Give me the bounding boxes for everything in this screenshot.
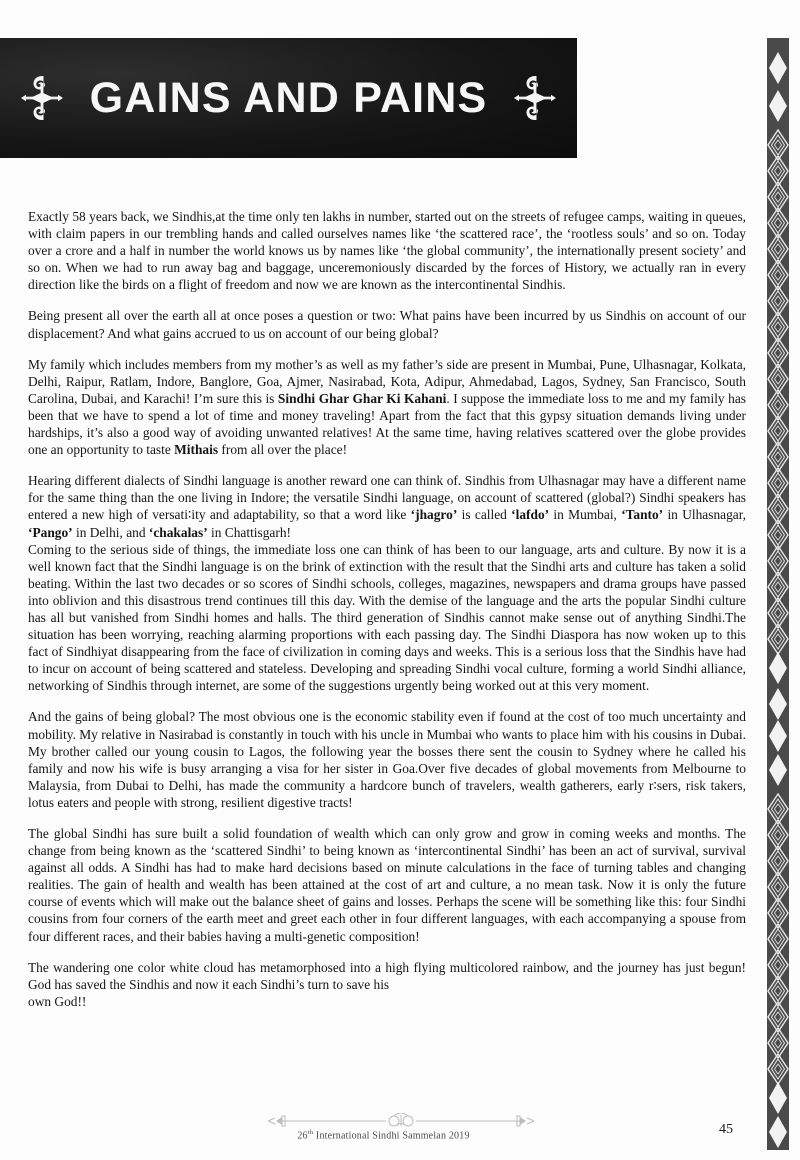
emphasis-text: ‘lafdo’ <box>511 507 550 523</box>
flourish-ornament-icon-left <box>20 72 64 124</box>
paragraph: The wandering one color white cloud has metamorphosed into a high flying multicolored rainbow, and the journey has just begun! God has saved the Sindhis and now it each Sindhi’s turn to save his own God!! <box>28 959 746 1009</box>
emphasis-text: ‘chakalas’ <box>148 524 208 540</box>
paragraph: Coming to the serious side of things, the immediate loss one can think of has been to our language, arts and culture. By now it is a well known fact that the Sindhi language is on the brink of extinction with the result that the Sindhi arts and culture has taken a solid beating. Within the last two decades or so scores of Sindhi schools, colleges, magazines, newspapers and drama groups have passed into oblivion and this disastrous trend continues till this day. With the demise of the language and the arts the popular Sindhi culture has all but vanished from Sindhi homes and halls. The third generation of Sindhis cannot make sense out of anything Sindhi.The situation has been worrying, reaching alarming proportions with each passing day. The Sindhi Diaspora has now woken up to this fact of Sindhiyat disappearing from the face of civilization in coming days and weeks. This is a serious loss that the Sindhis have had to incur on account of being scattered and stateless. Developing and spreading Sindhi vocal culture, forming a world Sindhi alliance, networking of Sindhis through internet, are some of the suggestions urgently being worked out at this very moment. <box>28 541 746 694</box>
decorative-border-strip <box>767 38 789 1150</box>
paragraph: Hearing different dialects of Sindhi language is another reward one can think of. Sindhis from Ulhasnagar may have a different name for the same thing than the one living in Indore; the versatile Sindhi language, on account of scattered (global?) Sindhi speakers has entered a new high of versati∶ity and adaptability, so that a word like ‘jhagro’ is called ‘lafdo’ in Mumbai, ‘Tanto’ in Ulhasnagar, ‘Pango’ in Delhi, and ‘chakalas’ in Chattisgarh! <box>28 473 746 540</box>
footer-caption-number: 26 <box>297 1130 308 1142</box>
page-number: 45 <box>719 1122 733 1137</box>
footer-caption-text: International Sindhi Sammelan 2019 <box>313 1130 470 1142</box>
page-footer <box>0 1105 767 1160</box>
divider-flourish-ornament-icon <box>262 1113 540 1129</box>
emphasis-text: ‘Pango’ <box>28 524 73 540</box>
emphasis-text: ‘Tanto’ <box>621 507 664 523</box>
footer-caption-ordinal: th <box>307 1129 314 1136</box>
paragraph: The global Sindhi has sure built a solid foundation of wealth which can only grow and grow in coming weeks and months. The change from being known as the ‘scattered Sindhi’ to being known as ‘intercontinental Sindhi’ has been an act of survival, survival against all odds. A Sindhi has had to make hard decisions based on minute calculations in the face of turning tables and changing realities. The gain of health and wealth has been attained at the cost of art and culture, a no mean task. Now it is only the future course of events which will make out the balance sheet of gains and losses. Perhaps the scene will be something like this: four Sindhi cousins from four corners of the earth meet and greet each other in four different languages, with each accompanying a spouse from four different races, and their babies having a multi-genetic composition! <box>28 826 746 944</box>
paragraph: Being present all over the earth all at once poses a question or two: What pains have been incurred by us Sindhis on account of our displacement? And what gains accrued to us on account of our being global? <box>28 308 746 341</box>
page-title: GAINS AND PAINS <box>89 73 488 122</box>
emphasis-text: Mithais <box>174 442 219 458</box>
article-title-banner <box>0 38 577 158</box>
emphasis-text: ‘jhagro’ <box>410 507 458 523</box>
paragraph: My family which includes members from my mother’s as well as my father’s side are present in Mumbai, Pune, Ulhasnagar, Kolkata, Delhi, Raipur, Ratlam, Indore, Banglore, Goa, Ajmer, Nasirabad, Kota, Adipur, Ahmedabad, Lagos, Sydney, San Francisco, South Carolina, Dubai, and Karachi! I’m sure this is Sindhi Ghar Ghar Ki Kahani. I suppose the immediate loss to me and my family has been that we have to spend a lot of time and money traveling! Apart from the fact that this gypsy situation demands living under hardships, it’s also a good way of avoiding unwanted relatives! At the same time, having relatives scattered over the globe provides one an opportunity to taste Mithais from all over the place! <box>28 356 746 458</box>
paragraph: And the gains of being global? The most obvious one is the economic stability even if found at the cost of too much uncertainty and mobility. My relative in Nasirabad is constantly in touch with his uncle in Mumbai who wants to place him with his cousins in Dubai. My brother called our young cousin to Lagos, the following year the bosses there sent the cousin to Sydney where he called his family and now his wife is busy arranging a visa for her sister in Goa.Over five decades of global movements from Melbourne to Malaysia, from Dubai to Delhi, has made the community a hardcore bunch of travelers, wealth gatherers, early r∶sers, risk takers, lotus eaters and people with strong, resilient digestive tracts! <box>28 709 746 810</box>
footer-caption <box>0 1129 767 1141</box>
article-body <box>28 208 746 1024</box>
flourish-ornament-icon-right <box>513 72 557 124</box>
emphasis-text: Sindhi Ghar Ghar Ki Kahani <box>277 390 447 406</box>
paragraph: Exactly 58 years back, we Sindhis,at the time only ten lakhs in number, started out on the streets of refugee camps, waiting in queues, with claim papers in our trembling hands and called ourselves names like ‘the scattered race’, the ‘rootless souls’ and so on. Today over a crore and a half in number the world knows us by names like ‘the global community’, the internationally present society’ and so on. When we had to run away bag and baggage, unceremoniously discarded by the forces of History, we actually ran in every direction like the birds on a flight of freedom and now we are known as the intercontinental Sindhis. <box>28 209 746 293</box>
